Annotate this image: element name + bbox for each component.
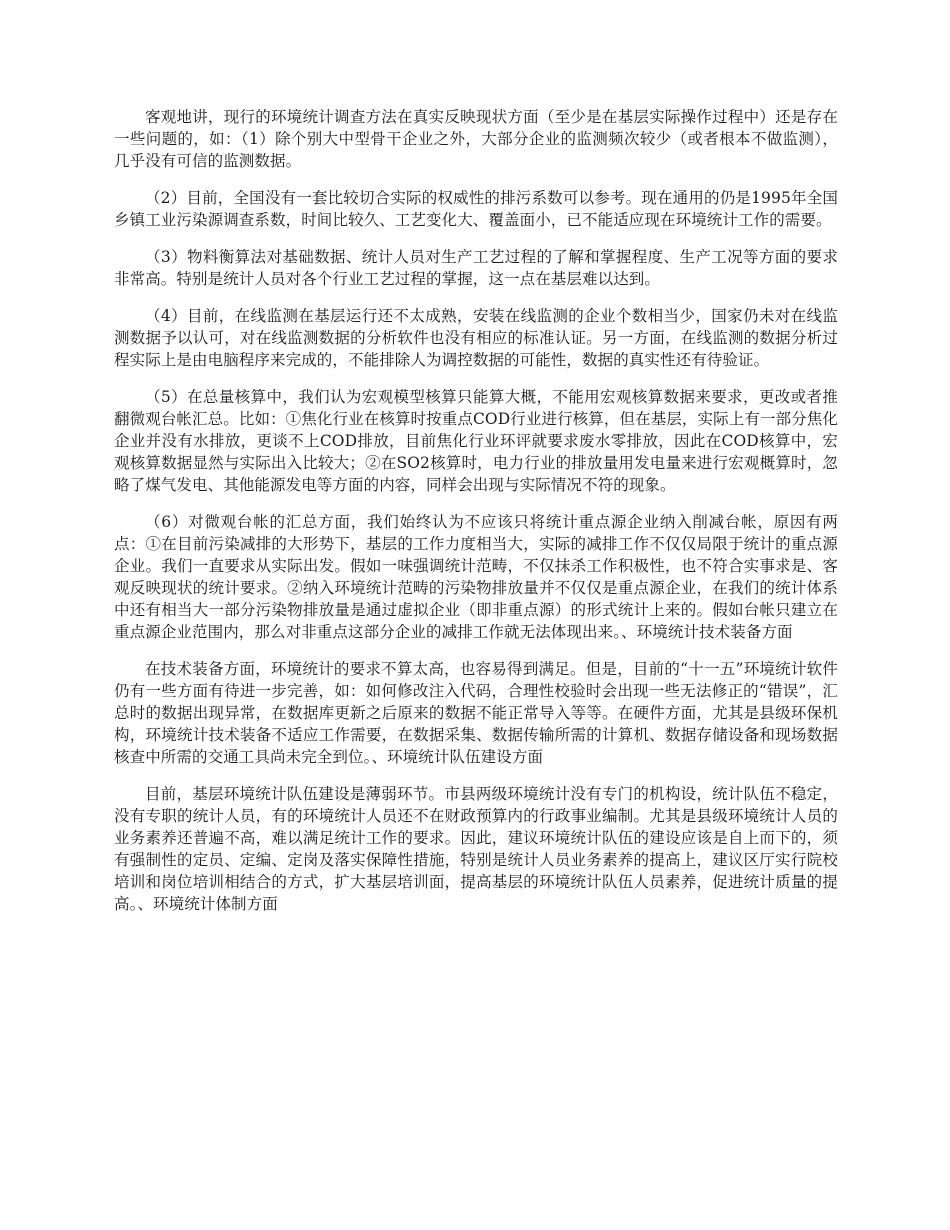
- paragraph-item-3: （3）物料衡算法对基础数据、统计人员对生产工艺过程的了解和掌握程度、生产工况等方面的要求非常高。特别是统计人员对各个行业工艺过程的掌握，这一点在基层难以达到。: [114, 248, 838, 288]
- paragraph-technical-equipment: 在技术装备方面，环境统计的要求不算太高，也容易得到满足。但是，目前的“十一五”环境统计软件仍有一些方面有待进一步完善，如：如何修改注入代码，合理性校验时会出现一些无法修正的“错误”，汇总时的数据出现异常，在数据库更新之后原来的数据不能正常导入等等。在硬件方面，尤其是县级环保机构，环境统计技术装备不适应工作需要，在数据采集、数据传输所需的计算机、数据存储设备和现场数据核查中所需的交通工具尚未完全到位。、环境统计队伍建设方面: [114, 660, 838, 766]
- paragraph-item-4: （4）目前，在线监测在基层运行还不太成熟，安装在线监测的企业个数相当少，国家仍未对在线监测数据予以认可，对在线监测数据的分析软件也没有相应的标准认证。另一方面，在线监测的数据分析过程实际上是由电脑程序来完成的，不能排除人为调控数据的可能性，数据的真实性还有待验证。: [114, 307, 838, 369]
- paragraph-team-building: 目前，基层环境统计队伍建设是薄弱环节。市县两级环境统计没有专门的机构设，统计队伍不稳定，没有专职的统计人员，有的环境统计人员还不在财政预算内的行政事业编制。尤其是县级环境统计人员的业务素养还普遍不高，难以满足统计工作的要求。因此，建议环境统计队伍的建设应该是自上而下的，须有强制性的定员、定编、定岗及落实保障性措施，特别是统计人员业务素养的提高上，建议区厅实行院校培训和岗位培训相结合的方式，扩大基层培训面，提高基层的环境统计队伍人员素养，促进统计质量的提高。、环境统计体制方面: [114, 785, 838, 913]
- paragraph-item-6: （6）对微观台帐的汇总方面，我们始终认为不应该只将统计重点源企业纳入削减台帐，原因有两点：①在目前污染减排的大形势下，基层的工作力度相当大，实际的减排工作不仅仅局限于统计的重点源企业。我们一直要求从实际出发。假如一味强调统计范畴，不仅抹杀工作积极性，也不符合实事求是、客观反映现状的统计要求。②纳入环境统计范畴的污染物排放量并不仅仅是重点源企业，在我们的统计体系中还有相当大一部分污染物排放量是通过虚拟企业（即非重点源）的形式统计上来的。假如台帐只建立在重点源企业范围内，那么对非重点这部分企业的减排工作就无法体现出来。、环境统计技术装备方面: [114, 513, 838, 641]
- document-page: [114, 106, 838, 930]
- paragraph-intro: 客观地讲，现行的环境统计调查方法在真实反映现状方面（至少是在基层实际操作过程中）还是存在一些问题的，如：（1）除个别大中型骨干企业之外，大部分企业的监测频次较少（或者根本不做监测），几乎没有可信的监测数据。: [114, 108, 838, 170]
- paragraph-item-5: （5）在总量核算中，我们认为宏观模型核算只能算大概，不能用宏观核算数据来要求，更改或者推翻微观台帐汇总。比如：①焦化行业在核算时按重点COD行业进行核算，但在基层，实际上有一部分焦化企业并没有水排放，更谈不上COD排放，目前焦化行业环评就要求废水零排放，因此在COD核算中，宏观核算数据显然与实际出入比较大；②在SO2核算时，电力行业的排放量用发电量来进行宏观概算时，忽略了煤气发电、其他能源发电等方面的内容，同样会出现与实际情况不符的现象。: [114, 388, 838, 494]
- paragraph-item-2: （2）目前，全国没有一套比较切合实际的权威性的排污系数可以参考。现在通用的仍是1995年全国乡镇工业污染源调查系数，时间比较久、工艺变化大、覆盖面小，已不能适应现在环境统计工作的需要。: [114, 189, 838, 229]
